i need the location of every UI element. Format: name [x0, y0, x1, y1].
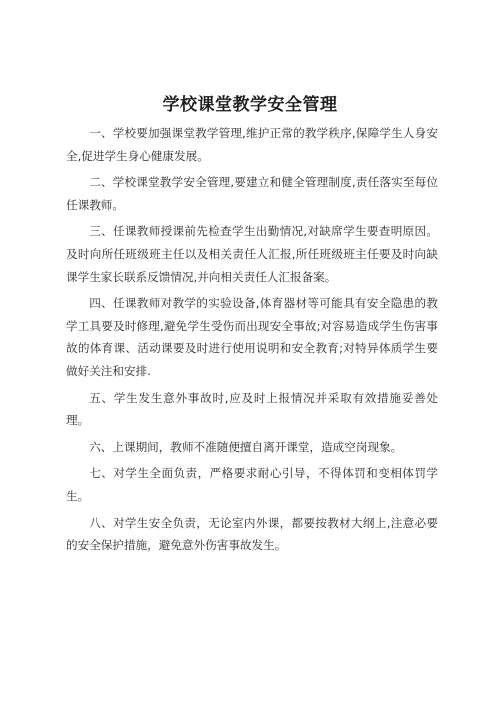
paragraph-7: 七、对学生全面负责，严格要求耐心引导，不得体罚和变相体罚学生。 [66, 466, 438, 503]
paragraph-3: 三、任课教师授课前先检查学生出勤情况,对缺席学生要查明原因。及时向所任班级班主任以及相关责任人汇报,所任班级班主任要及时向缺课学生家长联系反馈情况,并向相关责任人汇报备案。 [66, 224, 438, 284]
document-body [66, 122, 438, 561]
paragraph-6: 六、上课期间，教师不准随便擅自离开课堂，造成空岗现象。 [89, 439, 403, 454]
paragraph-4: 四、任课教师对教学的实验设备,体育器材等可能具有安全隐患的教学工具要及时修理,避免学生受伤而出现安全事故;对容易造成学生伤害事故的体育课、活动课要及时进行使用说明和安全教育;对特异体质学生要做好关注和安排. [66, 296, 438, 378]
document-title: 学校课堂教学安全管理 [162, 95, 338, 115]
paragraph-1: 一、学校要加强课堂教学管理,维护正常的教学秩序,保障学生人身安全,促进学生身心健康发展。 [66, 126, 438, 163]
paragraph-2: 二、学校课堂教学安全管理,要建立和健全管理制度,责任落实至每位任课教师。 [66, 175, 438, 212]
paragraph-5: 五、学生发生意外事故时,应及时上报情况并采取有效措施妥善处理。 [66, 390, 438, 428]
paragraph-8: 八、对学生安全负责，无论室内外课，都要按教材大纲上,注意必要的安全保护措施，避免意外伤害事故发生。 [66, 515, 439, 553]
